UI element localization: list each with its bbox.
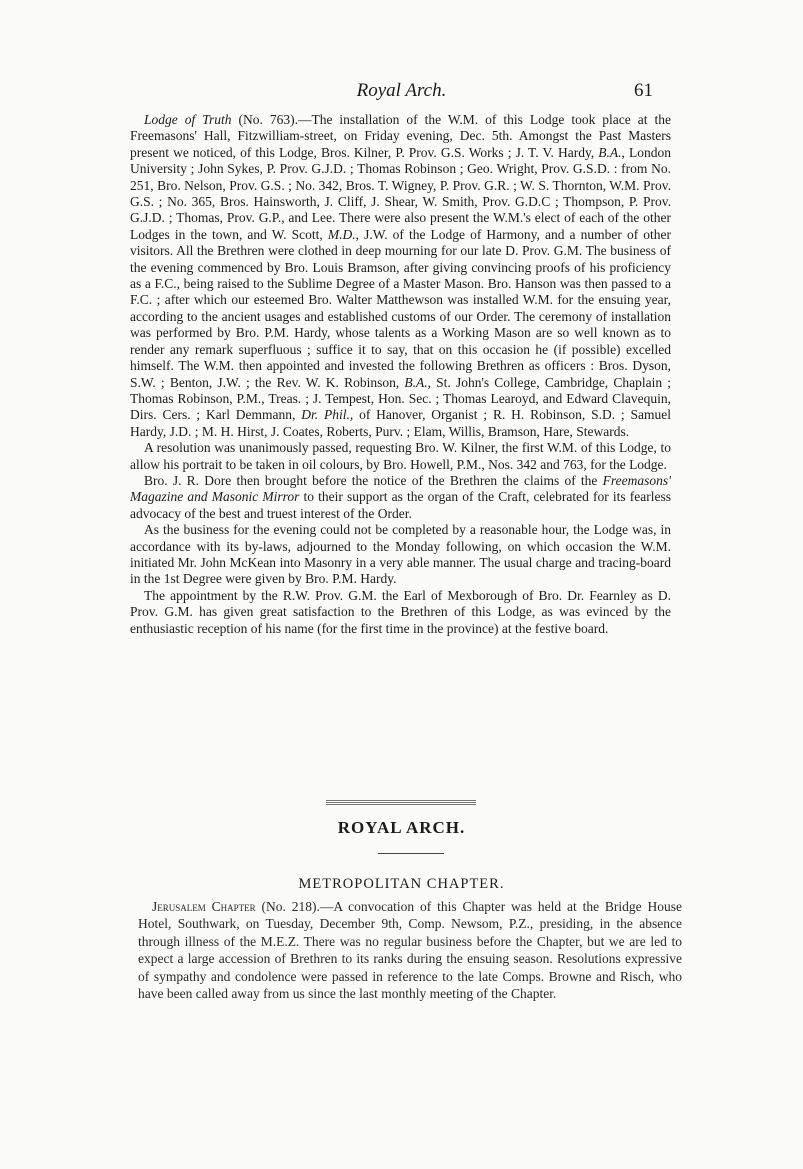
text-run: to their support as the organ of the Craft, celebrated for its fearless advocacy of the best and truest interest of the Order. <box>130 489 671 521</box>
running-head <box>0 78 803 106</box>
magazine-title: Freemasons' Magazine and Masonic Mirror <box>130 472 671 505</box>
text-run: , London University ; John Sykes, P. Prov. G.J.D. ; Thomas Robinson ; Geo. Wright, Prov. G.S.D. : from No. 251, Bro. Nelson, Prov. G.S. ; No. 342, Bros. T. Wigney, P. Prov. G.R. ; W. S. Thornton, W.M. Prov. G.S. ; No. 365, Bros. Hainsworth, J. Cliff, J. Shear, W. Smith, Prov. G.D.C ; Thompson, P. Prov. G.J.D. ; Thomas, Prov. G.P., and Lee. There were also present the W.M.'s elect of each of the other Lodges in the town, and W. Scott, <box>130 144 672 242</box>
text-run: (No. 763).—The installation of the W.M. of this Lodge took place at the Freemasons' Hall, Fitzwilliam-street, on Friday evening, Dec. 5th. Amongst the Past Masters present we noticed, of this Lodge, Bros. Kilner, P. Prov. G.S. Works ; J. T. V. Hardy, <box>130 112 671 160</box>
sub-heading: METROPOLITAN CHAPTER. <box>298 876 505 892</box>
paragraph-magazine <box>130 473 671 522</box>
paragraph-appointment: The appointment by the R.W. Prov. G.M. the Earl of Mexborough of Bro. Dr. Fearnley as D. Prov. G.M. has given great satisfaction to the Brethren of this Lodge, as was evinced by the enthusiastic reception of his name (for the first time in the province) at the festive board. <box>130 587 671 636</box>
degree-md: M.D. <box>327 226 356 242</box>
paragraph-adjournment: As the business for the evening could not be completed by a reasonable hour, the Lodge was, in accordance with its by-laws, adjourned to the Monday following, on which occasion the W.M. initiated Mr. John McKean into Masonry in a very able manner. The usual charge and tracing-board in the 1st Degree were given by Bro. P.M. Hardy. <box>130 522 671 587</box>
text-run: , St. John's College, Cambridge, Chaplain ; Thomas Robinson, P.M., Treas. ; J. Tempest, Hon. Sec. ; Thomas Learoyd, and Edward Clavequin, Dirs. Cers. ; Karl Demmann, <box>130 374 671 423</box>
text-run: (No. 218).—A convocation of this Chapter was held at the Bridge House Hotel, Southwark, on Tuesday, December 9th, Comp. Newsom, P.Z., presiding, in the absence through illness of the M.E.Z. There was no regular business before the Chapter, but we are led to expect a large accession of Brethren to its ranks during the ensuing season. Resolutions expressive of sympathy and condolence were passed in reference to the late Comps. Browne and Risch, who have been called away from us since the last monthly meeting of the Chapter. <box>138 899 683 1002</box>
paragraph-convocation <box>138 898 682 1002</box>
paragraph-resolution: A resolution was unanimously passed, requesting Bro. W. Kilner, the first W.M. of this Lodge, to allow his portrait to be taken in oil colours, by Bro. Howell, P.M., Nos. 342 and 763, for the Lodge. <box>130 440 671 472</box>
degree-drphil: Dr. Phil. <box>301 407 350 423</box>
jerusalem-chapter-report <box>138 898 682 1002</box>
section-divider <box>326 800 476 805</box>
lodge-title: Lodge of Truth <box>144 112 232 127</box>
running-title: Royal Arch. <box>356 80 447 101</box>
heading-rule <box>378 853 444 854</box>
page-number: 61 <box>634 80 653 101</box>
text-run: , J.W. of the Lodge of Harmony, and a number of other visitors. All the Brethren were clothed in deep mourning for our late D. Prov. G.M. The business of the evening commenced by Bro. Louis Bramson, after giving convincing proofs of his proficiency as a F.C., being raised to the Sublime Degree of a Master Mason. Bro. Hanson was then passed to a F.C. ; after which our esteemed Bro. Walter Matthewson was installed W.M. for the ensuing year, according to the ancient usages and established customs of our Order. The ceremony of installation was performed by Bro. P.M. Hardy, whose talents as a Working Mason are so well known as to render any remark superfluous ; suffice it to say, that on this occasion he (if possible) excelled himself. The W.M. then appointed and invested the following Brethren as officers : Bros. Dyson, S.W. ; Benton, J.W. ; the Rev. W. K. Robinson, <box>130 226 671 390</box>
text-run: Bro. J. R. Dore then brought before the notice of the Brethren the claims of the <box>144 472 603 488</box>
degree-ba: B.A. <box>404 374 428 390</box>
degree-ba: B.A. <box>598 144 622 160</box>
lodge-of-truth-report <box>130 112 671 637</box>
section-heading: ROYAL ARCH. <box>337 818 466 837</box>
chapter-name: Jerusalem Chapter <box>152 899 256 914</box>
text-run: , of Hanover, Organist ; R. H. Robinson, S.D. ; Samuel Hardy, J.D. ; M. H. Hirst, J. Coates, Roberts, Purv. ; Elam, Willis, Bramson, Hare, Stewards. <box>130 407 672 439</box>
paragraph-installation <box>130 112 671 440</box>
